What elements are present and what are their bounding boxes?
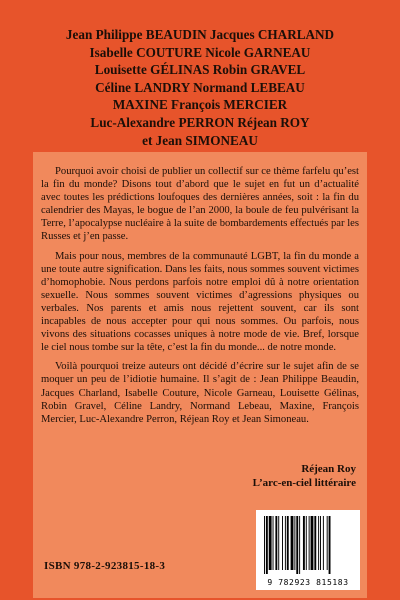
- barcode-bar: [329, 516, 331, 574]
- author-line: et Jean SIMONEAU: [142, 132, 258, 148]
- barcode-bar: [278, 516, 279, 570]
- barcode-number: 9 782923 815183: [267, 578, 349, 587]
- barcode-bar: [323, 516, 324, 570]
- barcode-bar: [327, 516, 328, 570]
- barcode-bar: [318, 516, 319, 570]
- author-line: Isabelle COUTURE Nicole GARNEAU: [89, 44, 311, 60]
- back-cover-text: [41, 165, 359, 432]
- isbn-label: ISBN 978-2-923815-18-3: [44, 560, 166, 572]
- author-line: Jean Philippe BEAUDIN Jacques CHARLAND: [65, 27, 335, 42]
- barcode-bar: [282, 516, 283, 570]
- publisher-name: L’arc-en-ciel littéraire: [252, 477, 356, 489]
- author-line: Luc-Alexandre PERRON Réjean ROY: [90, 114, 310, 130]
- barcode-bar: [285, 516, 286, 570]
- barcode-bar: [314, 516, 316, 570]
- barcode-bar: [269, 516, 272, 570]
- signature-name: Réjean Roy: [301, 463, 356, 475]
- barcode-bar: [264, 516, 265, 574]
- barcode-bar: [299, 516, 300, 574]
- author-line: Louisette GÉLINAS Robin GRAVEL: [94, 62, 306, 78]
- barcode-bar: [309, 516, 310, 570]
- author-line: MAXINE François MERCIER: [112, 97, 288, 113]
- barcode: [256, 510, 360, 590]
- barcode-bar: [273, 516, 274, 570]
- barcode-bar: [306, 516, 307, 570]
- paragraph: Mais pour nous, membres de la communauté LGBT, la fin du monde a une toute autre signification. Dans les faits, nous sommes souvent victimes d’homophobie. Nous perdons parfois notre emploi dû à notre orientation sexuelle. Nous sommes souvent victimes d’agressions physiques ou verbales. Nos parents et amis nous rejettent souvent, car ils sont incapables de nous accepter pour qui nous sommes. Ou parfois, nous vivons des situations cocasses uniques à notre mode de vie. Bref, lorsque le ciel nous tombe sur la tête, c’est la fin du monde... de notre monde.: [41, 250, 359, 354]
- barcode-bar: [303, 516, 305, 570]
- barcode-bar: [296, 516, 298, 574]
- author-line: Céline LANDRY Normand LEBEAU: [95, 79, 305, 95]
- paragraph: Pourquoi avoir choisi de publier un collectif sur ce thème farfelu qu’est la fin du monde? Disons tout d’abord que le sujet en fut un d’actualité avec toutes les prédictions loufoques des dernières années, soit : la fin du calendrier des Mayas, le bogue de l’an 2000, la boule de feu pulvérisant la Terre, l’apocalypse nucléaire à la suite de bombardements effectués par les Russes et j’en passe.: [41, 166, 359, 243]
- barcode-bar: [311, 516, 314, 570]
- barcode-bar: [275, 516, 277, 570]
- paragraph: Voilà pourquoi treize auteurs ont décidé d’écrire sur le sujet afin de se moquer un peu de l’idiotie humaine. Il s’agit de : Jean Philippe Beaudin, Jacques Charland, Isabelle Couture, Nicole Garneau, Louisette Gélinas, Robin Gravel, Céline Landry, Normand Lebeau, Maxine, François Mercier, Luc-Alexandre Perron, Réjean Roy et Jean Simoneau.: [41, 361, 359, 425]
- barcode-bar: [287, 516, 289, 570]
- barcode-bars: [262, 516, 354, 574]
- authors-list: [0, 26, 400, 149]
- barcode-bar: [320, 516, 321, 570]
- barcode-bar: [294, 516, 295, 570]
- barcode-bar: [291, 516, 294, 570]
- barcode-bar: [266, 516, 268, 574]
- signature-block: [253, 462, 356, 490]
